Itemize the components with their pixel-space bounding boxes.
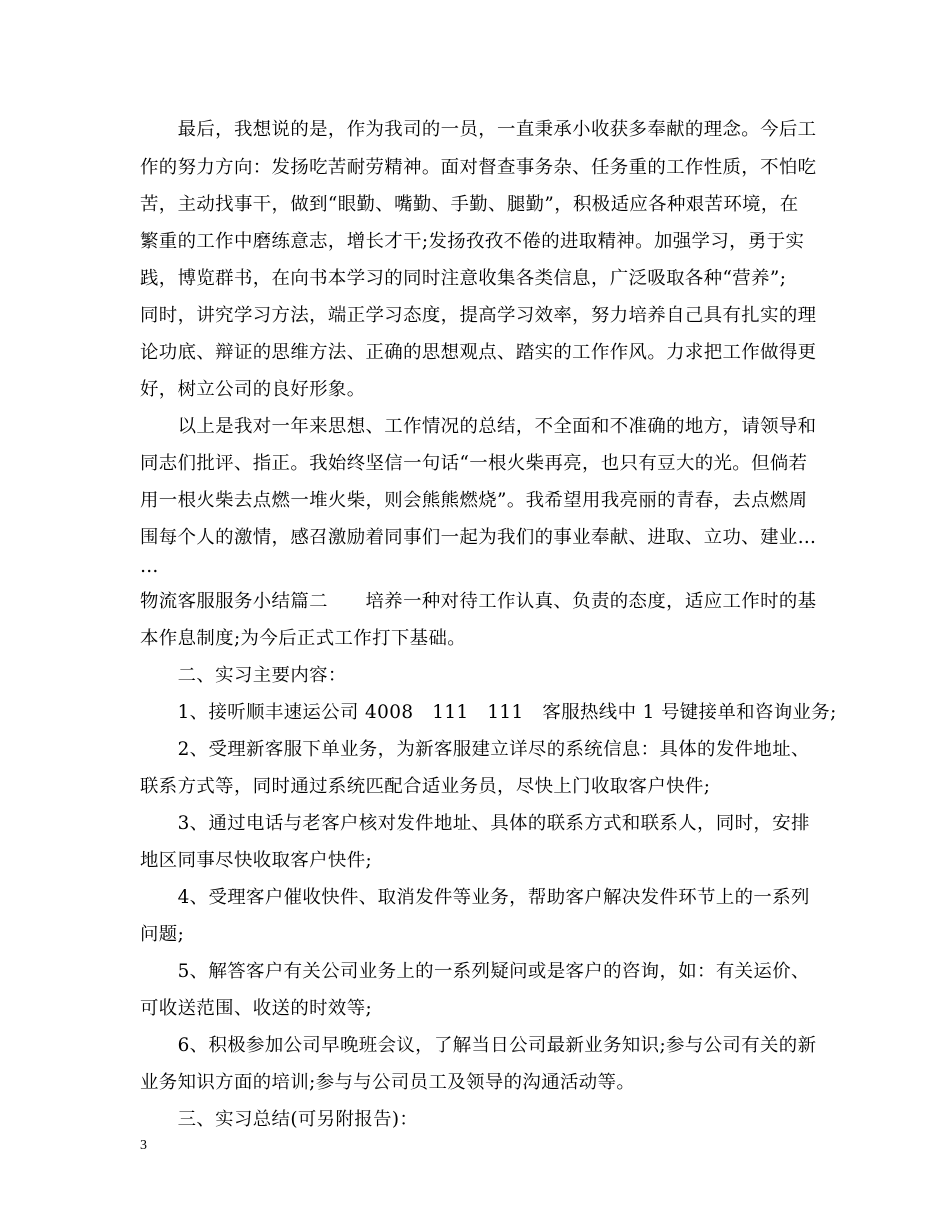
- text-line: 可收送范围、收送的时效等;: [140, 998, 373, 1019]
- page-number: 3: [140, 1138, 147, 1153]
- text-line: 问题;: [140, 924, 185, 945]
- text-line: 二、实习主要内容：: [140, 665, 347, 686]
- text-line: 繁重的工作中磨练意志，增长才干;发扬孜孜不倦的进取精神。加强学习，勇于实: [140, 231, 805, 252]
- text-line: 论功底、辩证的思维方法、正确的思想观点、踏实的工作作风。力求把工作做得更: [140, 342, 817, 363]
- text-line: 苦，主动找事干，做到“眼勤、嘴勤、手勤、腿勤”，积极适应各种艰苦环境，在: [140, 194, 799, 215]
- text-line: 地区同事尽快收取客户快件;: [140, 850, 373, 871]
- text-line: 2、受理新客服下单业务，为新客服建立详尽的系统信息：具体的发件地址、: [140, 739, 810, 760]
- text-line: 4、受理客户催收快件、取消发件等业务，帮助客户解决发件环节上的一系列: [140, 887, 810, 908]
- text-line: 1、接听顺丰速运公司 4008 111 111 客服热线中 1 号键接单和咨询业务;: [140, 702, 837, 723]
- text-line: 联系方式等，同时通过系统匹配合适业务员，尽快上门收取客户快件;: [140, 776, 711, 797]
- text-line: 以上是我对一年来思想、工作情况的总结，不全面和不准确的地方，请领导和: [140, 416, 817, 437]
- text-line: …: [140, 556, 159, 577]
- text-line: 最后，我想说的是，作为我司的一员，一直秉承小收获多奉献的理念。今后工: [140, 119, 817, 140]
- text-line: 作的努力方向：发扬吃苦耐劳精神。面对督查事务杂、任务重的工作性质，不怕吃: [140, 157, 817, 178]
- text-line: 6、积极参加公司早晚班会议，了解当日公司最新业务知识;参与公司有关的新: [140, 1035, 817, 1056]
- text-line: 三、实习总结(可另附报告)：: [140, 1109, 419, 1130]
- text-line: 践，博览群书，在向书本学习的同时注意收集各类信息，广泛吸取各种“营养”;: [140, 268, 787, 289]
- text-line: 同时，讲究学习方法，端正学习态度，提高学习效率，努力培养自己具有扎实的理: [140, 305, 817, 326]
- text-line: 本作息制度;为今后正式工作打下基础。: [140, 628, 467, 649]
- section-heading-line: 物流客服服务小结篇二 培养一种对待工作认真、负责的态度，适应工作时的基: [140, 591, 817, 612]
- text-line: 同志们批评、指正。我始终坚信一句话“一根火柴再亮，也只有豆大的光。但倘若: [140, 453, 808, 474]
- text-line: 业务知识方面的培训;参与与公司员工及领导的沟通活动等。: [140, 1072, 636, 1093]
- text-line: 好，树立公司的良好形象。: [140, 379, 366, 400]
- text-line: 3、通过电话与老客户核对发件地址、具体的联系方式和联系人，同时，安排: [140, 813, 810, 834]
- text-line: 5、解答客户有关公司业务上的一系列疑问或是客户的咨询，如：有关运价、: [140, 961, 810, 982]
- text-line: 围每个人的激情，感召激励着同事们一起为我们的事业奉献、进取、立功、建业…: [140, 527, 817, 548]
- text-line: 用一根火柴去点燃一堆火柴，则会熊熊燃烧”。我希望用我亮丽的青春，去点燃周: [140, 490, 808, 511]
